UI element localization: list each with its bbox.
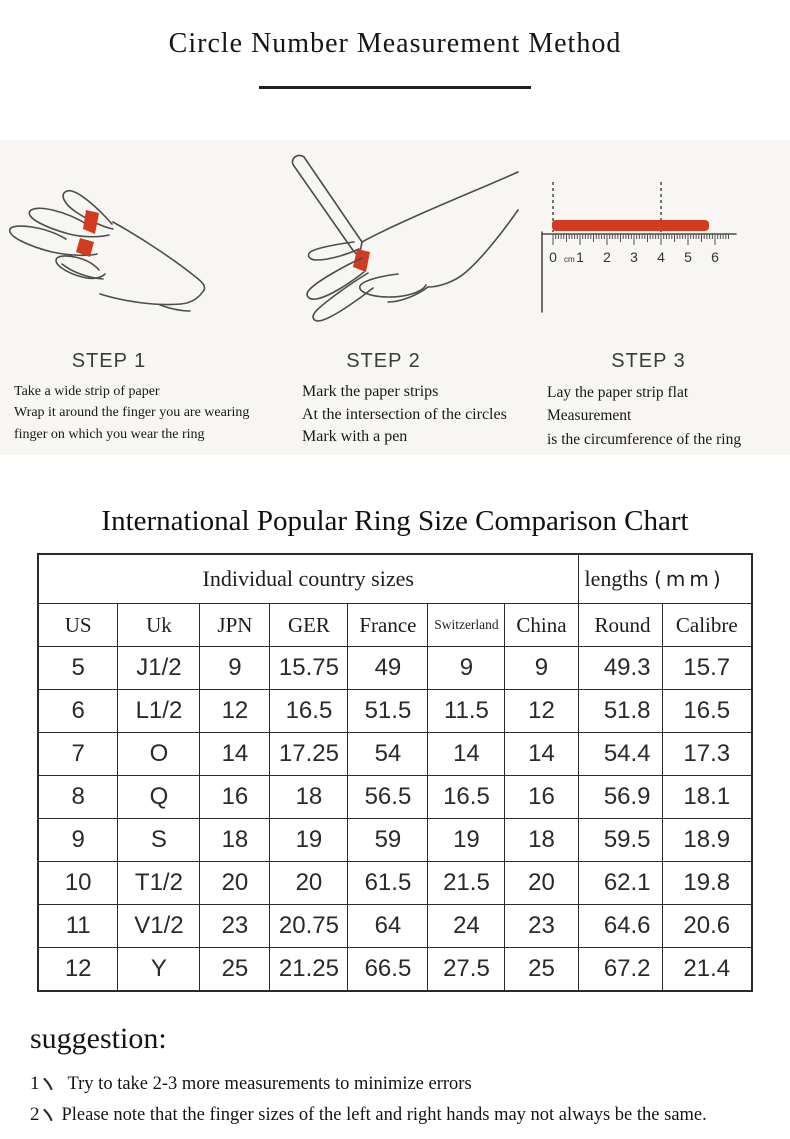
table-row xyxy=(38,905,752,948)
ruler-number: 6 xyxy=(711,249,719,265)
table-row xyxy=(38,733,752,776)
suggestion-item xyxy=(30,1073,762,1095)
size-cell: 9 xyxy=(200,647,270,690)
size-cell: O xyxy=(118,733,200,776)
step-1-line: finger on which you wear the ring xyxy=(14,426,205,442)
column-header-ger: GER xyxy=(270,604,348,647)
ruler-number: 2 xyxy=(603,249,611,265)
size-cell: 20 xyxy=(505,862,578,905)
group-header-lengths xyxy=(578,554,752,604)
size-cell: 16.5 xyxy=(270,690,348,733)
size-cell: 16.5 xyxy=(662,690,752,733)
step-2-illustration xyxy=(270,140,525,348)
ideographic-comma-icon xyxy=(43,1108,53,1121)
size-cell: 51.5 xyxy=(348,690,428,733)
ruler-number: 1 xyxy=(576,249,584,265)
size-cell: 21.5 xyxy=(428,862,505,905)
suggestion-text: Please note that the finger sizes of the left and right hands may not always be the same. xyxy=(61,1105,707,1125)
title-underline xyxy=(259,86,531,89)
ruler-number: 3 xyxy=(630,249,638,265)
column-header-france: France xyxy=(348,604,428,647)
size-cell: 18.1 xyxy=(662,776,752,819)
step-1 xyxy=(0,140,270,455)
size-cell: 9 xyxy=(38,819,118,862)
size-cell: 14 xyxy=(200,733,270,776)
size-cell: 64 xyxy=(348,905,428,948)
size-cell: 67.2 xyxy=(578,948,662,992)
hand-with-paper-strip-icon xyxy=(0,178,240,318)
ruler-number: 0 xyxy=(549,249,557,265)
size-cell: 9 xyxy=(428,647,505,690)
size-cell: 15.75 xyxy=(270,647,348,690)
size-cell: 54.4 xyxy=(578,733,662,776)
size-cell: 25 xyxy=(505,948,578,992)
size-cell: 49.3 xyxy=(578,647,662,690)
size-cell: V1/2 xyxy=(118,905,200,948)
size-cell: 15.7 xyxy=(662,647,752,690)
size-cell: 14 xyxy=(505,733,578,776)
ideographic-comma-icon xyxy=(43,1077,53,1090)
size-cell: 16 xyxy=(200,776,270,819)
hand-marking-with-pen-icon xyxy=(270,150,520,335)
item-number: 1 xyxy=(30,1073,40,1094)
size-cell: 19 xyxy=(270,819,348,862)
size-cell: 19.8 xyxy=(662,862,752,905)
step-3-line: is the circumference of the ring xyxy=(547,430,742,448)
step-3-label: STEP 3 xyxy=(611,350,686,372)
size-cell: 17.25 xyxy=(270,733,348,776)
step-3-line: Measurement xyxy=(547,407,632,425)
size-cell: 18 xyxy=(505,819,578,862)
step-2-label: STEP 2 xyxy=(346,350,421,372)
size-cell: Y xyxy=(118,948,200,992)
size-cell: 21.4 xyxy=(662,948,752,992)
size-cell: 20 xyxy=(200,862,270,905)
table-row xyxy=(38,819,752,862)
size-cell: 18 xyxy=(200,819,270,862)
size-cell: 20.6 xyxy=(662,905,752,948)
ruler-numbers xyxy=(549,249,719,265)
size-cell: 62.1 xyxy=(578,862,662,905)
column-header-uk: Uk xyxy=(118,604,200,647)
page-title: Circle Number Measurement Method xyxy=(168,28,622,59)
size-cell: 20 xyxy=(270,862,348,905)
group-header-country-sizes: Individual country sizes xyxy=(38,554,578,604)
size-cell: 11.5 xyxy=(428,690,505,733)
size-cell: 49 xyxy=(348,647,428,690)
size-cell: 64.6 xyxy=(578,905,662,948)
column-header-round: Round xyxy=(578,604,662,647)
size-cell: 14 xyxy=(428,733,505,776)
size-cell: J1/2 xyxy=(118,647,200,690)
size-cell: 17.3 xyxy=(662,733,752,776)
size-cell: 12 xyxy=(505,690,578,733)
size-cell: T1/2 xyxy=(118,862,200,905)
size-cell: 20.75 xyxy=(270,905,348,948)
step-1-line: Wrap it around the finger you are wearing xyxy=(14,405,250,421)
size-cell: 19 xyxy=(428,819,505,862)
ruler-unit: cm xyxy=(564,255,575,264)
step-2-line: Mark with a pen xyxy=(302,428,408,446)
size-cell: 5 xyxy=(38,647,118,690)
size-cell: 16.5 xyxy=(428,776,505,819)
size-cell: 59.5 xyxy=(578,819,662,862)
suggestion-item xyxy=(30,1104,762,1126)
step-1-illustration xyxy=(0,140,270,348)
table-row xyxy=(38,776,752,819)
size-cell: 24 xyxy=(428,905,505,948)
step-2-description xyxy=(270,381,525,449)
size-cell: 51.8 xyxy=(578,690,662,733)
size-cell: 6 xyxy=(38,690,118,733)
column-header-us: US xyxy=(38,604,118,647)
column-header-row xyxy=(38,604,752,647)
paper-strip-icon xyxy=(552,220,709,231)
size-cell: 16 xyxy=(505,776,578,819)
item-number: 2 xyxy=(30,1104,40,1125)
size-cell: 56.9 xyxy=(578,776,662,819)
measurement-steps xyxy=(0,140,790,455)
size-cell: S xyxy=(118,819,200,862)
suggestion-text: Try to take 2-3 more measurements to minimize errors xyxy=(67,1074,472,1094)
size-cell: 7 xyxy=(38,733,118,776)
lengths-unit: (mm) xyxy=(654,567,725,591)
ring-size-table xyxy=(37,553,753,992)
size-cell: 25 xyxy=(200,948,270,992)
size-cell: 59 xyxy=(348,819,428,862)
ruler-number: 4 xyxy=(657,249,665,265)
step-3-description xyxy=(525,381,790,451)
ruler-number: 5 xyxy=(684,249,692,265)
size-cell: 8 xyxy=(38,776,118,819)
column-header-calibre: Calibre xyxy=(662,604,752,647)
step-1-description xyxy=(0,381,270,445)
size-cell: 18.9 xyxy=(662,819,752,862)
size-chart-title: International Popular Ring Size Comparison Chart xyxy=(101,505,689,537)
ruler-ticks xyxy=(553,234,729,245)
step-1-line: Take a wide strip of paper xyxy=(14,384,160,399)
step-2-line: At the intersection of the circles xyxy=(302,405,507,423)
suggestion-section xyxy=(30,1022,762,1126)
size-cell: 27.5 xyxy=(428,948,505,992)
table-row xyxy=(38,862,752,905)
size-cell: 11 xyxy=(38,905,118,948)
size-cell: 12 xyxy=(38,948,118,992)
paper-strip-icon xyxy=(83,210,99,234)
size-cell: Q xyxy=(118,776,200,819)
table-row xyxy=(38,690,752,733)
size-cell: 54 xyxy=(348,733,428,776)
group-header-row xyxy=(38,554,752,604)
table-row xyxy=(38,647,752,690)
step-3 xyxy=(525,140,790,455)
column-header-jpn: JPN xyxy=(200,604,270,647)
lengths-label: lengths xyxy=(584,566,649,591)
column-header-switzerland: Switzerland xyxy=(428,604,505,647)
size-cell: 21.25 xyxy=(270,948,348,992)
suggestion-heading: suggestion: xyxy=(30,1022,167,1055)
step-3-illustration xyxy=(525,140,790,348)
size-cell: 18 xyxy=(270,776,348,819)
ruler-with-paper-strip-icon xyxy=(531,170,751,320)
size-cell: L1/2 xyxy=(118,690,200,733)
size-cell: 23 xyxy=(505,905,578,948)
size-cell: 10 xyxy=(38,862,118,905)
step-2-line: Mark the paper strips xyxy=(302,383,439,400)
step-1-label: STEP 1 xyxy=(71,350,147,372)
size-cell: 12 xyxy=(200,690,270,733)
step-2 xyxy=(270,140,525,455)
table-row xyxy=(38,948,752,992)
size-cell: 9 xyxy=(505,647,578,690)
column-header-china: China xyxy=(505,604,578,647)
size-cell: 61.5 xyxy=(348,862,428,905)
size-cell: 23 xyxy=(200,905,270,948)
step-3-line: Lay the paper strip flat xyxy=(547,384,689,401)
size-cell: 66.5 xyxy=(348,948,428,992)
size-cell: 56.5 xyxy=(348,776,428,819)
